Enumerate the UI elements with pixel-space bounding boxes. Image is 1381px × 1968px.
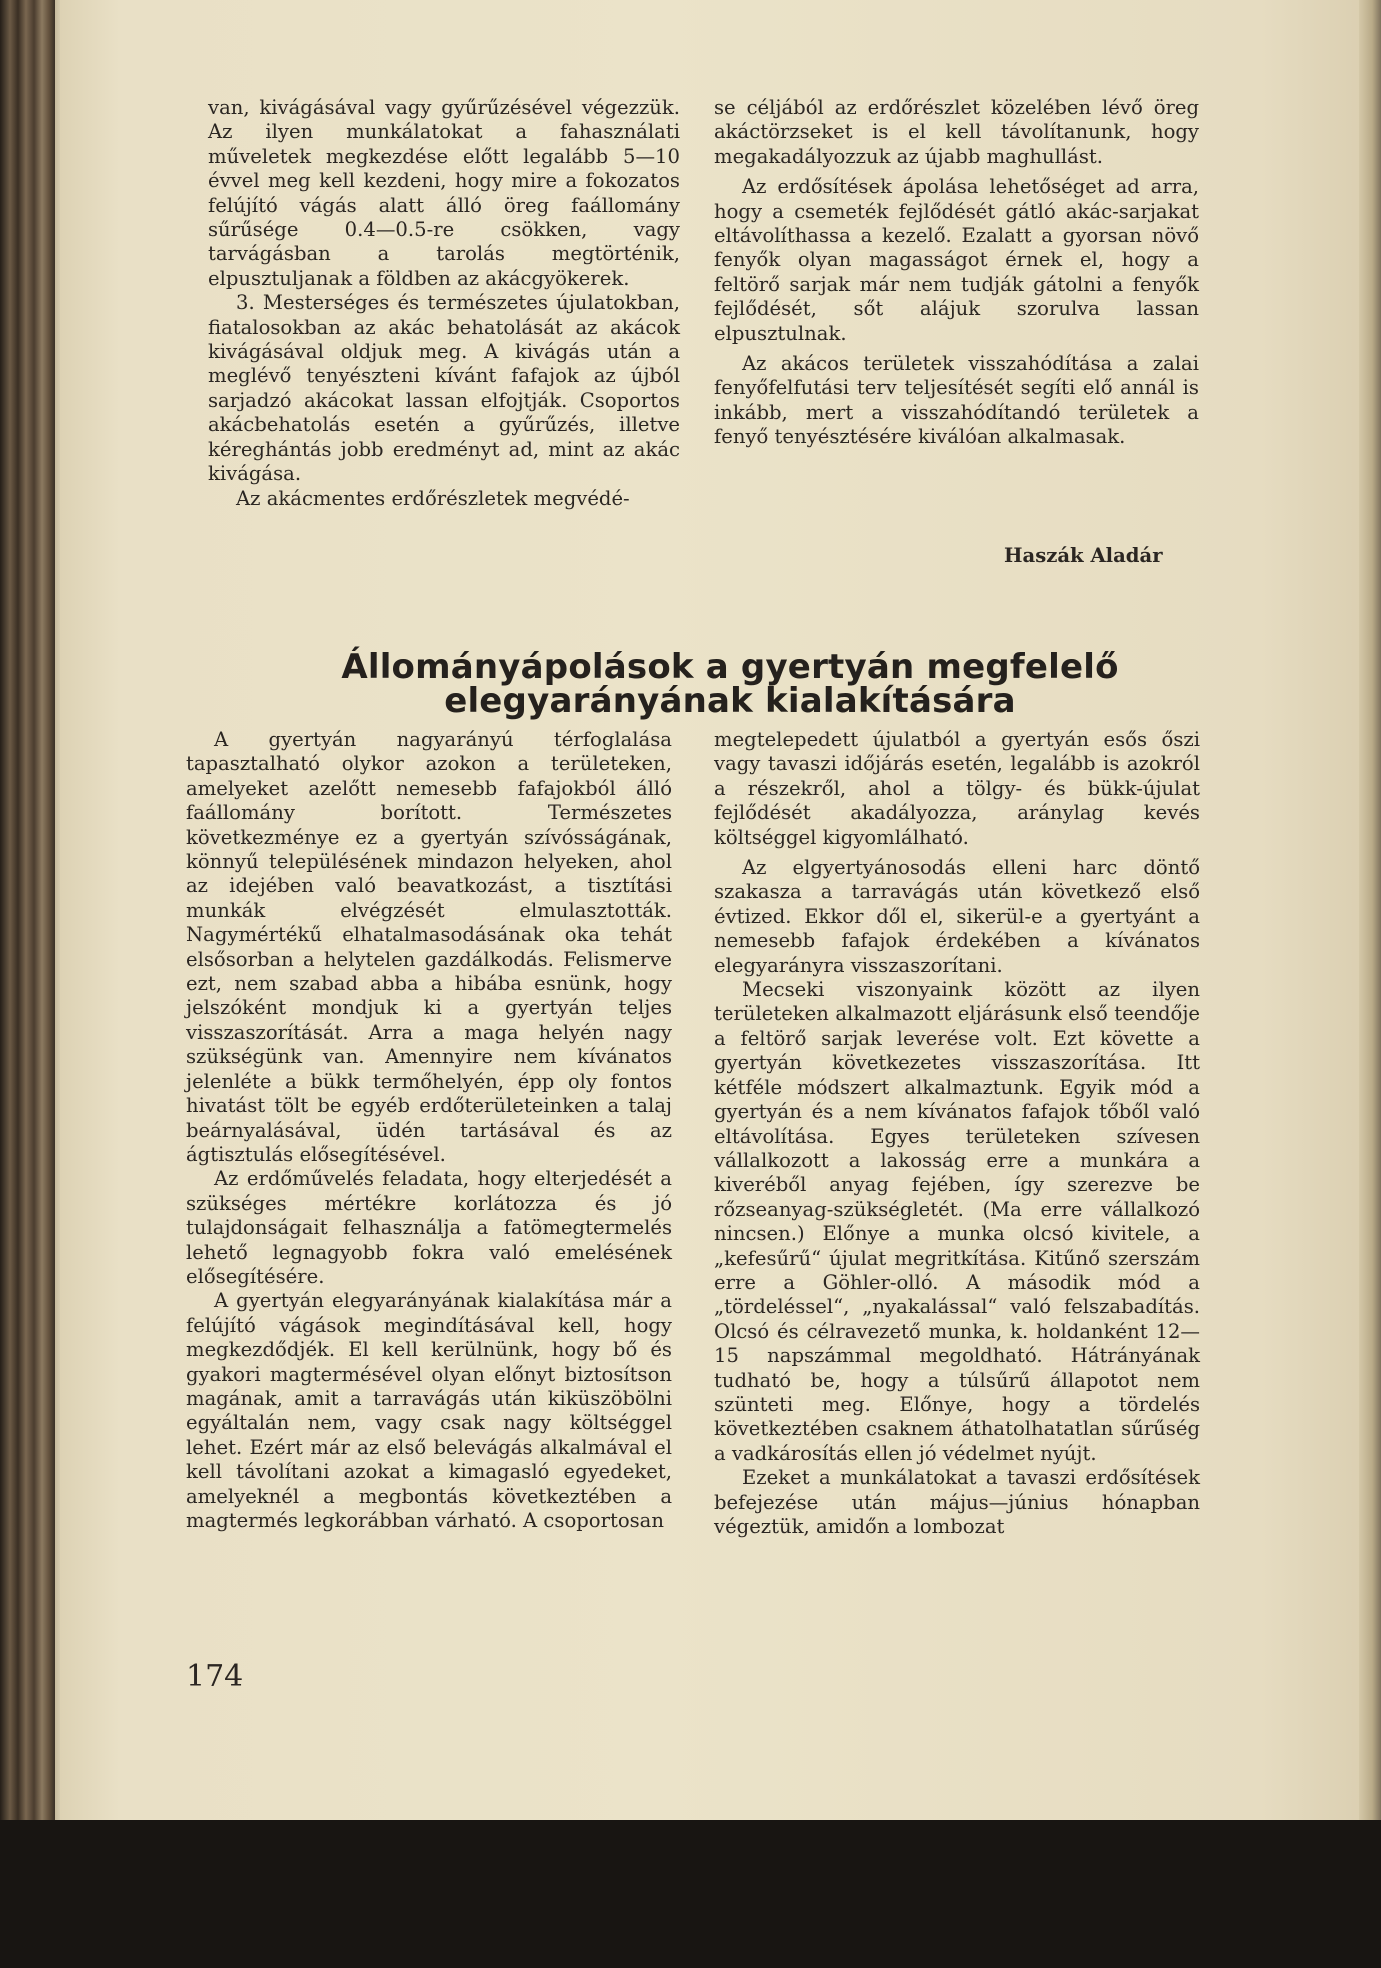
- top-article-column-left: [208, 96, 680, 511]
- paragraph: A gyertyán nagyarányú térfoglalása tapasztalható olykor azokon a területeken, amelyeket azelőtt nemesebb fafajokból álló faállomány borított. Természetes következménye ez a gyertyán szívósságának, könnyű településének mindazon helyeken, ahol az idejében való beavatkozást, a tisztítási munkák elvégzését elmulasztották. Nagymértékű elhatalmasodásának oka tehát elsősorban a helytelen gazdálkodás. Felismerve ezt, nem szabad abba a hibába esnünk, hogy jelszóként mondjuk ki a gyertyán teljes visszaszorítását. Arra a maga helyén nagy szükségünk van. Amennyire nem kívánatos jelenléte a bükk termőhelyén, épp oly fontos hivatást tölt be egyéb erdőterületeinken a talaj beárnyalásával, üdén tartásával és az ágtisztulás elősegítésével.: [186, 728, 672, 1166]
- paragraph: Az akácmentes erdőrészletek megvédé-: [236, 486, 630, 510]
- author-signature: Haszák Aladár: [1004, 544, 1163, 567]
- title-line-2: elegyarányának kialakítására: [444, 681, 1016, 721]
- paragraph: van, kivágásával vagy gyűrűzésével végezzük. Az ilyen munkálatokat a fahasználati műveletek megkezdése előtt legalább 5—10 évvel meg kell kezdeni, hogy mire a fokozatos felújító vágás alatt álló öreg faállomány sűrűsége 0.4—0.5-re csökken, vagy tarvágásban a tarolás megtörténik, elpusztuljanak a földben az akácgyökerek.: [208, 96, 680, 290]
- scan-background: [0, 1820, 1381, 1968]
- paragraph: Az akácos területek visszahódítása a zalai fenyőfelfutási terv teljesítését segíti elő annál is inkább, mert a visszahódítandó területek a fenyő tenyésztésére kiválóan alkalmasak.: [714, 352, 1199, 449]
- top-article-column-right: [714, 96, 1199, 450]
- paragraph: megtelepedett újulatból a gyertyán esős őszi vagy tavaszi időjárás esetén, legalább is azokról a részekről, ahol a tölgy- és bükk-újulat fejlődését akadályozza, aránylag kevés költséggel kigyomlálható.: [714, 728, 1200, 849]
- paragraph: se céljából az erdőrészlet közelében lévő öreg akáctörzseket is el kell távolítanunk, hogy megakadályozzuk az újabb maghullást.: [714, 96, 1199, 168]
- article-title: [300, 647, 1160, 721]
- article-column-left: [186, 728, 672, 1533]
- paragraph: A gyertyán elegyarányának kialakítása már a felújító vágások megindításával kell, hogy megkezdődjék. El kell kerülnünk, hogy bő és gyakori magtermésével olyan előnyt biztosítson magának, amit a tarravágás után kiküszöbölni egyáltalán nem, vagy csak nagy költséggel lehet. Ezért már az első belevágás alkalmával el kell távolítani azokat a kimagasló egyedeket, amelyeknél a megbontás következtében a magtermés legkorábban várható. A csoportosan: [186, 1289, 672, 1532]
- title-line-1: Állományápolások a gyertyán megfelelő: [341, 647, 1119, 687]
- book-binding: [0, 0, 55, 1968]
- page-number: 174: [186, 1659, 244, 1694]
- paragraph: Az elgyertyánosodás elleni harc döntő szakasza a tarravágás után következő első évtized. Ekkor dől el, sikerül-e a gyertyánt a nemesebb fafajok érdekében a kívánatos elegyarányra visszaszorítani.: [714, 856, 1200, 977]
- paragraph: Az erdőművelés feladata, hogy elterjedését a szükséges mértékre korlátozza és jó tulajdonságait felhasználja a fatömegtermelés lehető legnagyobb fokra való emelésének elősegítésére.: [186, 1167, 672, 1288]
- article-column-right: [714, 728, 1200, 1539]
- paragraph: 3. Mesterséges és természetes újulatokban, fiatalosokban az akác behatolását az akácok kivágásával oldjuk meg. A kivágás után a meglévő tenyészteni kívánt fafajok az újból sarjadzó akácokat lassan elfojtják. Csoportos akácbehatolás esetén a gyűrűzés, illetve kéreghántás jobb eredményt ad, mint az akác kivágása.: [208, 291, 680, 486]
- paragraph: Mecseki viszonyaink között az ilyen területeken alkalmazott eljárásunk első teendője a feltörő sarjak leverése volt. Ezt követte a gyertyán következetes visszaszorítása. Itt kétféle módszert alkalmaztunk. Egyik mód a gyertyán és a nem kívánatos fafajok tőből való eltávolítása. Egyes területeken szívesen vállalkozott a lakosság erre a munkára a kiveréből anyag fejében, így szerezve be rőzseanyag-szükségletét. (Ma erre vállalkozó nincsen.) Előnye a munka olcsó kivitele, a „kefesűrű“ újulat megritkítása. Kitűnő szerszám erre a Göhler-olló. A második mód a „tördeléssel“, „nyakalással“ való felszabadítás. Olcsó és célravezető munka, k. holdanként 12—15 napszámmal megoldható. Hátrányának tudható be, hogy a túlsűrű állapotot nem szünteti meg. Előnye, hogy a tördelés következtében csaknem áthatolhatatlan sűrűség a vadkárosítás ellen jó védelmet nyújt.: [714, 978, 1200, 1465]
- paragraph: Az erdősítések ápolása lehetőséget ad arra, hogy a csemeték fejlődését gátló akác-sarjakat eltávolíthassa a kezelő. Ezalatt a gyorsan növő fenyők olyan magasságot érnek el, hogy a feltörő sarjak már nem tudják gátolni a fenyők fejlődését, sőt alájuk szorulva lassan elpusztulnak.: [714, 175, 1199, 345]
- page-right-edge: [1359, 0, 1381, 1820]
- paragraph: Ezeket a munkálatokat a tavaszi erdősítések befejezése után május—június hónapban végeztük, amidőn a lombozat: [714, 1466, 1200, 1538]
